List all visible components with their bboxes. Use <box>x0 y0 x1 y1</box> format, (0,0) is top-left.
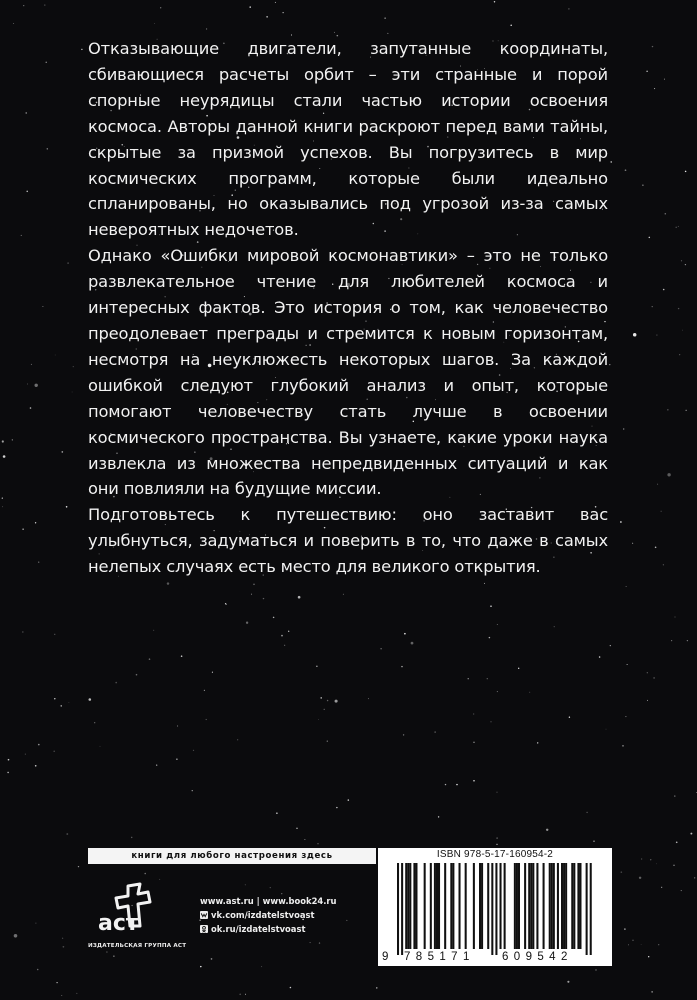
barcode-bar <box>518 863 520 949</box>
star <box>31 364 32 365</box>
star <box>94 722 95 723</box>
star <box>673 865 674 866</box>
star <box>13 23 14 24</box>
star <box>661 887 662 888</box>
star <box>27 383 28 384</box>
star <box>489 637 490 638</box>
vk-icon <box>200 911 208 919</box>
star <box>641 858 642 859</box>
barcode-bar <box>491 863 493 955</box>
star <box>667 473 670 476</box>
star <box>610 161 611 162</box>
star <box>35 522 36 523</box>
barcode-bar <box>577 863 579 949</box>
star <box>327 741 328 742</box>
star <box>8 759 10 761</box>
barcode-bar <box>586 863 588 955</box>
star <box>281 635 283 637</box>
star <box>318 843 319 844</box>
star <box>21 235 22 236</box>
publisher-tagline: книги для любого настроения здесь <box>88 848 376 864</box>
star <box>237 740 238 741</box>
barcode-bar <box>504 863 506 949</box>
star <box>568 8 569 9</box>
star <box>348 799 349 800</box>
publisher-caption: ИЗДАТЕЛЬСКАЯ ГРУППА АСТ <box>88 943 187 949</box>
star <box>318 719 319 720</box>
star <box>368 698 369 699</box>
star <box>675 617 676 618</box>
star <box>404 633 406 635</box>
star <box>682 330 683 331</box>
star <box>181 655 183 657</box>
star <box>667 409 668 410</box>
star <box>106 951 108 953</box>
star <box>632 543 633 544</box>
star <box>204 690 205 691</box>
barcode-bar <box>565 863 567 949</box>
star <box>647 700 648 701</box>
star <box>67 262 69 264</box>
barcode-bar <box>561 863 563 949</box>
barcode-bar <box>543 863 545 949</box>
star <box>35 384 38 387</box>
star <box>320 697 322 699</box>
star <box>12 439 13 440</box>
star <box>665 213 667 215</box>
star <box>380 648 381 649</box>
barcode-bar <box>459 863 461 949</box>
star <box>674 795 675 796</box>
star <box>678 308 679 309</box>
isbn-barcode <box>378 848 612 966</box>
star <box>72 392 73 393</box>
star <box>275 2 276 3</box>
star <box>55 355 56 356</box>
star <box>456 784 457 785</box>
star <box>438 816 439 817</box>
star <box>283 12 284 13</box>
barcode-bar <box>524 863 526 949</box>
barcode-bar <box>436 863 438 949</box>
blurb-paragraph: Однако «Ошибки мировой космонавтики» – это не только развлекательное чтение для любителей космоса и интересных фактов. Это история о том, как человечество преодолевает преграды и стремится к новым горизонтам, несмотря на неуклюжесть некоторых шагов. За каждой ошибкой следуют глубокий анализ и опыт, которые помогают человечеству стать лучше в освоении космического пространства. Вы узнаете, какие уроки наука извлекла из множества непредвиденных ситуаций и как они повлияли на будущие миссии. <box>88 246 608 499</box>
star <box>53 751 55 753</box>
star <box>2 498 3 499</box>
star <box>23 5 24 6</box>
barcode-bar <box>424 863 426 949</box>
star <box>678 226 679 227</box>
star <box>491 721 492 722</box>
star <box>622 745 623 746</box>
star <box>176 758 177 759</box>
star <box>37 969 39 971</box>
star <box>245 884 246 885</box>
barcode-bar <box>557 863 559 949</box>
star <box>639 877 641 879</box>
star <box>284 645 285 646</box>
star <box>658 944 659 945</box>
star <box>319 942 320 943</box>
star <box>496 837 498 839</box>
star <box>251 594 252 595</box>
star <box>625 716 626 717</box>
star <box>47 148 48 149</box>
star <box>648 956 649 957</box>
barcode-bar <box>500 863 502 949</box>
star <box>647 672 648 673</box>
star <box>327 700 329 702</box>
star <box>546 829 548 831</box>
star <box>609 364 610 365</box>
star <box>270 887 271 888</box>
star <box>681 260 682 261</box>
star <box>403 734 404 735</box>
star <box>38 744 40 746</box>
star <box>69 702 70 703</box>
star <box>654 88 655 89</box>
star <box>61 451 63 453</box>
star <box>115 682 117 684</box>
star <box>641 944 642 945</box>
barcode-bar <box>438 863 440 949</box>
vk-link[interactable]: vk.com/izdatelstvoast <box>200 908 337 922</box>
star <box>61 705 62 706</box>
barcode-bar <box>434 863 436 949</box>
barcode-bar <box>397 863 399 955</box>
star <box>14 934 18 938</box>
star <box>56 982 57 983</box>
star <box>510 25 512 27</box>
star <box>3 455 6 458</box>
star <box>685 264 686 265</box>
star <box>484 583 485 584</box>
star <box>387 33 388 34</box>
star <box>290 987 292 989</box>
star <box>35 923 36 924</box>
star <box>30 407 32 409</box>
star <box>153 630 154 631</box>
star <box>273 617 275 619</box>
star <box>651 991 652 992</box>
publisher-links <box>200 894 337 936</box>
star <box>296 828 297 829</box>
star <box>646 71 647 72</box>
star <box>336 807 337 808</box>
star <box>245 994 246 995</box>
star <box>624 928 626 930</box>
star <box>200 966 201 967</box>
star <box>160 7 161 8</box>
star <box>653 677 655 679</box>
barcode-bar <box>528 863 530 949</box>
star <box>497 624 498 625</box>
barcode-bar <box>481 863 483 949</box>
barcode-bar <box>590 863 592 955</box>
barcode-bar <box>487 863 489 949</box>
star <box>206 719 207 720</box>
websites-line[interactable]: www.ast.ru | www.book24.ru <box>200 896 337 906</box>
star <box>569 717 570 718</box>
star <box>324 709 325 710</box>
barcode-first-digit: 9 <box>382 951 389 963</box>
star <box>586 812 587 813</box>
barcode-right-group: 609542 <box>502 951 573 963</box>
star <box>22 529 23 530</box>
star <box>226 604 227 605</box>
star <box>44 4 45 5</box>
back-cover-blurb <box>88 36 608 580</box>
barcode-bars <box>378 848 612 966</box>
barcode-bar <box>516 863 518 949</box>
star <box>7 772 8 773</box>
barcode-bar <box>579 863 581 949</box>
star <box>628 945 629 946</box>
barcode-bar <box>452 863 454 949</box>
isbn-number: ISBN 978-5-17-160954-2 <box>436 849 554 860</box>
barcode-bar <box>415 863 417 949</box>
star <box>652 46 653 47</box>
barcode-bar <box>532 863 534 949</box>
star <box>192 790 193 791</box>
star <box>38 562 39 563</box>
barcode-bar <box>430 863 432 949</box>
star <box>81 49 82 50</box>
star <box>401 666 402 667</box>
barcode-bar <box>401 863 403 955</box>
star <box>655 547 657 549</box>
star <box>25 754 26 755</box>
star <box>346 920 347 921</box>
star <box>212 672 213 673</box>
barcode-bar <box>551 863 553 949</box>
barcode-bar <box>444 863 446 949</box>
star <box>487 678 488 679</box>
star <box>62 938 63 939</box>
star <box>649 237 651 239</box>
star <box>473 742 474 743</box>
star <box>149 658 151 660</box>
star <box>679 354 680 355</box>
star <box>671 640 672 641</box>
star <box>261 966 262 967</box>
star <box>239 993 241 995</box>
star <box>675 227 676 228</box>
star <box>685 171 687 173</box>
blurb-paragraph: Подготовьтесь к путешествию: оно заставит вас улыбнуться, задуматься и поверить в то, что даже в самых нелепых случаях есть место для великого открытия. <box>88 505 608 577</box>
star <box>61 995 62 996</box>
logo-text: аст <box>98 911 139 936</box>
star <box>593 840 595 842</box>
star <box>246 622 248 624</box>
star <box>686 410 687 411</box>
star <box>89 698 92 701</box>
star <box>54 698 55 699</box>
star <box>606 729 607 730</box>
barcode-bar <box>465 863 467 949</box>
star <box>595 969 596 970</box>
star <box>66 506 68 508</box>
star <box>334 32 335 33</box>
star <box>335 700 338 703</box>
star <box>497 691 498 692</box>
barcode-bar <box>571 863 573 949</box>
barcode-bar <box>479 863 481 949</box>
star <box>35 765 37 767</box>
barcode-bar <box>553 863 555 949</box>
star <box>78 866 79 867</box>
star <box>435 732 436 733</box>
star <box>288 631 289 632</box>
star <box>623 428 624 429</box>
star <box>263 598 264 599</box>
star <box>632 940 633 941</box>
star <box>681 890 682 891</box>
barcode-bar <box>409 863 411 949</box>
star <box>249 6 250 7</box>
star <box>694 877 695 878</box>
star <box>661 511 662 512</box>
star <box>63 946 65 948</box>
star <box>494 1 495 2</box>
star <box>154 23 155 24</box>
star <box>276 812 278 814</box>
star <box>206 28 207 29</box>
star <box>22 632 23 633</box>
barcode-bar <box>473 863 475 949</box>
star <box>690 833 692 835</box>
star <box>25 112 26 113</box>
star <box>642 184 644 186</box>
star <box>253 584 255 586</box>
star <box>473 780 475 782</box>
star <box>518 668 519 669</box>
star <box>676 841 678 843</box>
star <box>627 664 628 665</box>
star <box>537 742 538 743</box>
barcode-bar <box>407 863 409 949</box>
blurb-paragraph: Отказывающие двигатели, запутанные координаты, сбивающиеся расчеты орбит – эти странные и порой спорные неурядицы стали частью истории освоения космоса. Авторы данной книги раскроют перед вами тайны, скрытые за призмой успехов. Вы погрузитесь в мир космических программ, которые были идеально спланированы, но оказывались под угрозой из-за самых невероятных недочетов. <box>88 39 608 240</box>
star <box>177 726 178 727</box>
star <box>343 594 344 595</box>
barcode-bar <box>405 863 407 949</box>
star <box>73 366 74 367</box>
barcode-bar <box>530 863 532 949</box>
star <box>316 666 317 667</box>
star <box>42 306 43 307</box>
star <box>384 17 385 18</box>
star <box>656 335 657 336</box>
star <box>599 656 601 658</box>
star <box>650 859 651 860</box>
ok-link[interactable]: ok.ru/izdatelstvoast <box>200 922 337 936</box>
star <box>26 191 27 192</box>
star <box>113 955 114 956</box>
star <box>626 586 627 587</box>
barcode-bar <box>563 863 565 949</box>
barcode-bar <box>514 863 516 949</box>
barcode-bar <box>495 863 497 955</box>
star <box>144 873 146 875</box>
star <box>656 863 657 864</box>
star <box>468 678 469 679</box>
star <box>554 626 555 627</box>
star <box>633 333 637 337</box>
star <box>657 484 658 485</box>
star <box>100 746 101 747</box>
barcode-bar <box>549 863 551 949</box>
star <box>156 765 157 766</box>
barcode-bar <box>573 863 575 949</box>
star <box>2 506 3 507</box>
star <box>46 62 47 63</box>
barcode-bar <box>536 863 538 949</box>
star <box>193 750 194 751</box>
star <box>687 640 688 641</box>
star <box>496 844 497 845</box>
star <box>211 958 213 960</box>
barcode-bar <box>450 863 452 949</box>
star <box>497 792 498 793</box>
barcode-bar <box>413 863 415 949</box>
star <box>610 645 611 646</box>
star <box>2 440 4 442</box>
star <box>445 784 446 785</box>
star <box>473 714 474 715</box>
star <box>529 692 530 693</box>
star <box>490 605 492 607</box>
barcode-left-group: 785171 <box>404 951 475 963</box>
star <box>664 79 665 80</box>
star <box>298 596 301 599</box>
star <box>567 981 569 983</box>
ok-icon <box>200 925 208 933</box>
star <box>136 674 138 676</box>
star <box>266 16 267 17</box>
star <box>376 987 377 988</box>
star <box>54 634 55 635</box>
star <box>411 642 414 645</box>
star <box>652 306 653 307</box>
star <box>304 839 305 840</box>
star <box>663 564 664 565</box>
ast-logo <box>88 880 184 940</box>
star <box>620 521 622 523</box>
star <box>131 837 133 839</box>
star <box>310 942 311 943</box>
star <box>66 833 68 835</box>
star <box>77 993 78 994</box>
star <box>663 289 665 291</box>
star <box>625 169 627 171</box>
star <box>167 582 169 584</box>
star <box>621 871 623 873</box>
